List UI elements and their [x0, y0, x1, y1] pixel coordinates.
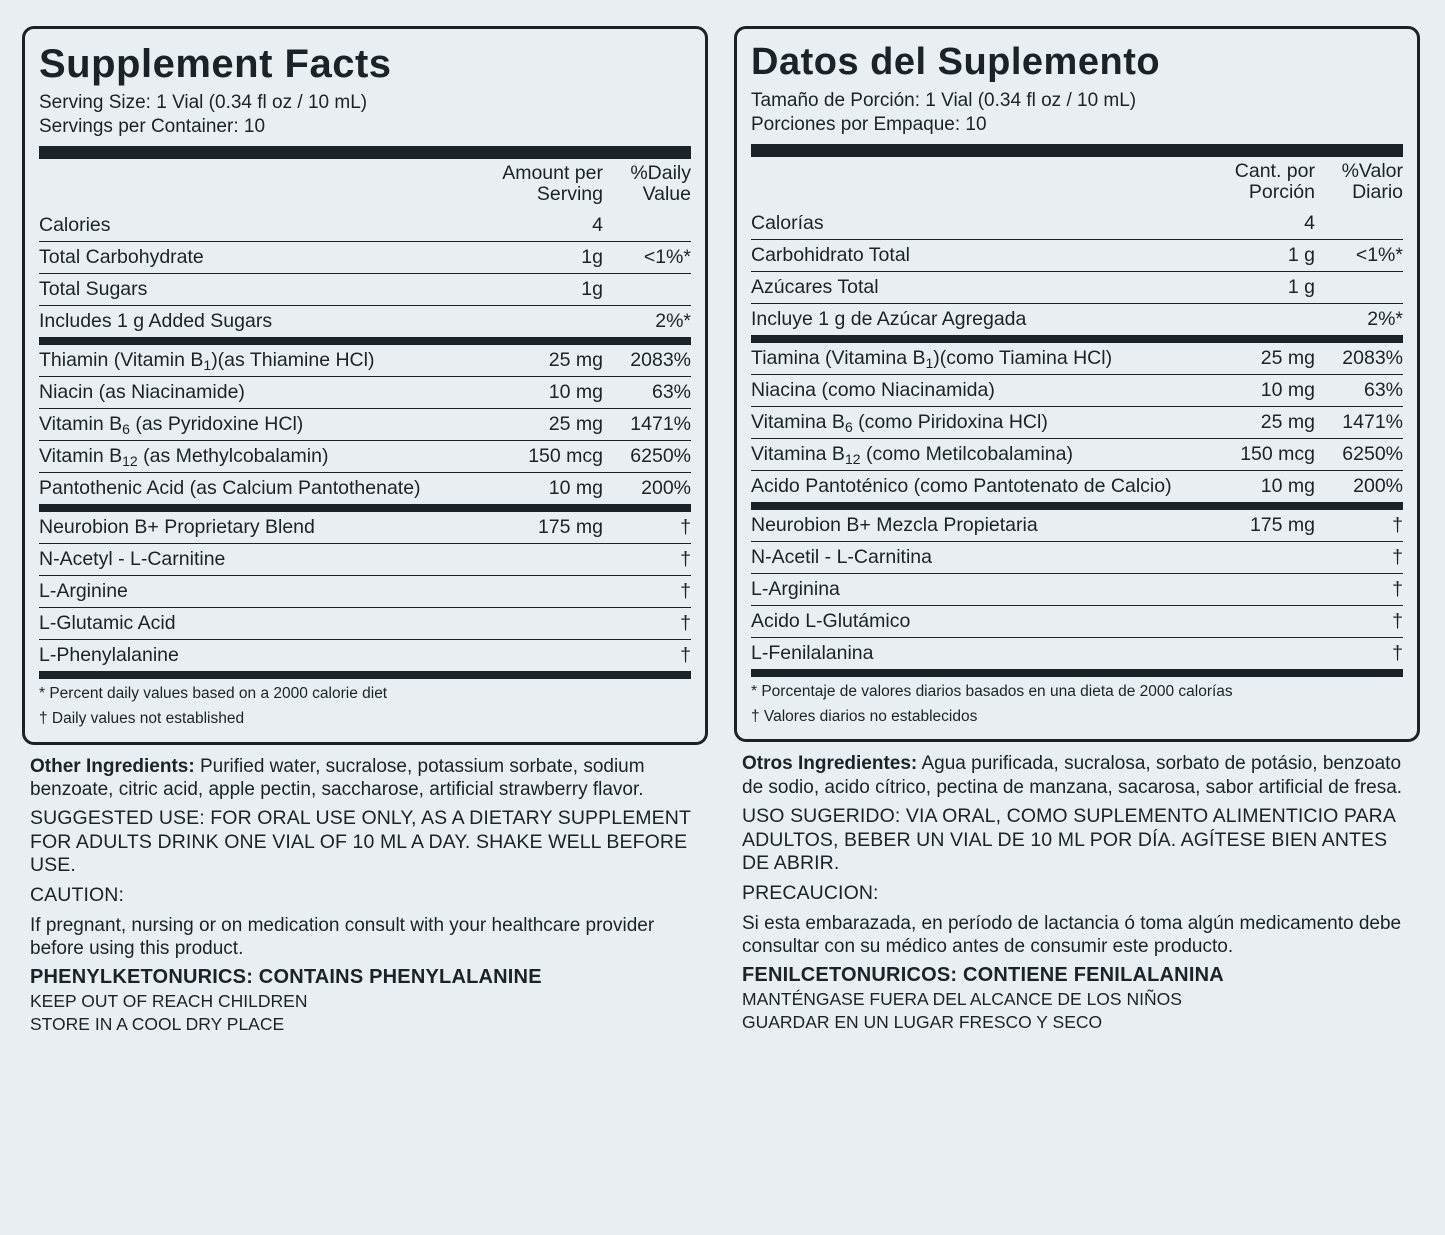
nutrient-amount	[485, 544, 603, 576]
nutrient-amount: 150 mcg	[485, 441, 603, 473]
table-row	[39, 274, 691, 306]
nutrient-amount: 10 mg	[485, 377, 603, 409]
table-row	[751, 272, 1403, 304]
other-ingredients-label-en: Other Ingredients:	[30, 755, 195, 777]
nutrient-name: L-Arginina	[751, 574, 1197, 606]
table-row	[39, 608, 691, 640]
nutrient-name: Niacina (como Niacinamida)	[751, 375, 1197, 407]
nutrient-amount: 150 mcg	[1197, 439, 1315, 471]
table-row	[751, 439, 1403, 471]
table-row	[39, 508, 691, 544]
nutrient-name: Carbohidrato Total	[751, 240, 1197, 272]
nutrient-name: Vitamin $B_6$ (as Pyridoxine HCl)	[39, 409, 485, 441]
nutrient-amount	[1197, 304, 1315, 340]
pku-warning-en: PHENYLKETONURICS: CONTAINS PHENYLALANINE	[30, 966, 542, 989]
nutrient-name: N-Acetyl - L-Carnitine	[39, 544, 485, 576]
nutrient-dv	[603, 210, 691, 242]
caution-label-es: PRECAUCION:	[742, 882, 879, 905]
nutrition-table-en	[39, 159, 691, 680]
nutrient-name: Total Sugars	[39, 274, 485, 306]
caution-text-en: If pregnant, nursing or on medication consult with your healthcare provider before using this product.	[30, 915, 655, 960]
suggested-use-en: SUGGESTED USE: FOR ORAL USE ONLY, AS A DIETARY SUPPLEMENT FOR ADULTS DRINK ONE VIAL OF 10 ML A DAY. SHAKE WELL BEFORE USE.	[30, 806, 691, 877]
spanish-column	[734, 26, 1420, 1225]
nutrient-dv	[1315, 272, 1403, 304]
caution-text-es: Si esta embarazada, en período de lactancia ó toma algún medicamento debe consultar con su médico antes de consumir este producto.	[742, 912, 1402, 958]
table-row	[751, 375, 1403, 407]
nutrient-amount: 1g	[485, 242, 603, 274]
nutrient-name: Calorías	[751, 208, 1197, 240]
nutrient-dv: †	[1315, 506, 1403, 542]
nutrient-dv: †	[1315, 574, 1403, 606]
nutrient-amount	[485, 306, 603, 342]
footnote-dagger-es: † Valores diarios no establecidos	[751, 708, 978, 726]
nutrient-name: N-Acetil - L-Carnitina	[751, 542, 1197, 574]
keep-out-of-reach-en: KEEP OUT OF REACH CHILDREN	[30, 991, 308, 1012]
nutrient-dv: †	[603, 544, 691, 576]
footnote-percent-es: * Porcentaje de valores diarios basados en una dieta de 2000 calorías	[751, 683, 1233, 701]
english-notes	[22, 753, 708, 1037]
footnote-dagger-en: † Daily values not established	[39, 710, 245, 728]
nutrient-dv: †	[603, 640, 691, 676]
table-row	[39, 210, 691, 242]
table-row	[751, 506, 1403, 542]
other-ingredients-text-es: Agua purificada, sucralosa, sorbato de potásio, benzoato de sodio, acido cítrico, pectina de manzana, sacarosa, sabor artificial de fresa.	[742, 753, 1403, 798]
table-header-en	[39, 159, 691, 211]
nutrient-amount: 1 g	[1197, 240, 1315, 272]
serving-size-es: Tamaño de Porción: 1 Vial (0.34 fl oz / 10 mL)	[751, 89, 1137, 111]
nutrient-dv: 6250%	[1315, 439, 1403, 471]
nutrient-name: Neurobion B+ Mezcla Propietaria	[751, 506, 1197, 542]
table-row	[751, 542, 1403, 574]
servings-per-container-es: Porciones por Empaque: 10	[751, 114, 987, 136]
table-row	[751, 638, 1403, 674]
header-dailyvalue-es: %Valor Diario	[1341, 159, 1403, 204]
nutrient-dv: †	[1315, 606, 1403, 638]
table-row	[751, 304, 1403, 340]
nutrient-name: L-Fenilalanina	[751, 638, 1197, 674]
nutrient-name: Acido L-Glutámico	[751, 606, 1197, 638]
table-row	[751, 606, 1403, 638]
nutrient-amount: 25 mg	[1197, 339, 1315, 375]
spanish-notes	[734, 750, 1420, 1034]
spanish-facts-panel	[734, 26, 1420, 742]
serving-size-en: Serving Size: 1 Vial (0.34 fl oz / 10 mL)	[39, 92, 368, 113]
nutrient-amount	[1197, 574, 1315, 606]
storage-es: GUARDAR EN UN LUGAR FRESCO Y SECO	[742, 1012, 1103, 1033]
nutrient-name: Acido Pantoténico (como Pantotenato de Calcio)	[751, 471, 1197, 507]
footnote-percent-en: * Percent daily values based on a 2000 calorie diet	[39, 685, 388, 703]
nutrient-amount	[485, 576, 603, 608]
nutrient-name: Azúcares Total	[751, 272, 1197, 304]
nutrient-name: Pantothenic Acid (as Calcium Pantothenate)	[39, 473, 485, 509]
table-row	[751, 407, 1403, 439]
header-amount-en: Amount per Serving	[502, 161, 603, 206]
pku-warning-es: FENILCETONURICOS: CONTIENE FENILALANINA	[742, 964, 1224, 987]
nutrient-dv: <1%*	[1315, 240, 1403, 272]
nutrient-name: Incluye 1 g de Azúcar Agregada	[751, 304, 1197, 340]
caution-label-en: CAUTION:	[30, 884, 124, 907]
nutrient-amount: 1g	[485, 274, 603, 306]
nutrient-amount: 4	[1197, 208, 1315, 240]
header-blank-en	[39, 159, 485, 211]
header-dailyvalue-en: %Daily Value	[630, 161, 691, 206]
nutrient-name: L-Phenylalanine	[39, 640, 485, 676]
nutrient-amount: 25 mg	[1197, 407, 1315, 439]
divider-thick-es	[751, 144, 1403, 157]
table-row	[39, 544, 691, 576]
table-header-es	[751, 157, 1403, 209]
nutrient-dv: 2083%	[1315, 339, 1403, 375]
table-row	[39, 242, 691, 274]
nutrient-dv: 63%	[1315, 375, 1403, 407]
nutrient-amount: 25 mg	[485, 409, 603, 441]
table-row	[39, 306, 691, 342]
nutrient-dv: 63%	[603, 377, 691, 409]
other-ingredients-label-es: Otros Ingredientes:	[742, 753, 918, 775]
nutrient-dv: 2%*	[1315, 304, 1403, 340]
table-row	[39, 441, 691, 473]
other-ingredients-text-en: Purified water, sucralose, potassium sorbate, sodium benzoate, citric acid, apple pectin, saccharose, artificial strawberry flavor.	[30, 755, 645, 800]
nutrient-name: Calories	[39, 210, 485, 242]
table-row	[39, 473, 691, 509]
nutrient-dv: †	[1315, 542, 1403, 574]
nutrient-amount: 10 mg	[1197, 471, 1315, 507]
servings-per-container-en: Servings per Container: 10	[39, 116, 266, 138]
nutrient-name: Total Carbohydrate	[39, 242, 485, 274]
table-row	[39, 341, 691, 377]
page-title-es: Datos del Suplemento	[751, 41, 1161, 83]
header-blank-es	[751, 157, 1197, 209]
keep-out-of-reach-es: MANTÉNGASE FUERA DEL ALCANCE DE LOS NIÑOS	[742, 989, 1182, 1010]
table-row	[751, 339, 1403, 375]
nutrient-name: Includes 1 g Added Sugars	[39, 306, 485, 342]
nutrient-dv: †	[603, 576, 691, 608]
english-facts-panel	[22, 26, 708, 745]
nutrient-amount	[1197, 542, 1315, 574]
nutrient-dv: 1471%	[603, 409, 691, 441]
header-amount-es: Cant. por Porción	[1234, 159, 1315, 204]
nutrient-amount	[485, 640, 603, 676]
nutrient-amount: 25 mg	[485, 341, 603, 377]
nutrient-dv	[1315, 208, 1403, 240]
nutrient-amount	[1197, 606, 1315, 638]
nutrient-name: L-Arginine	[39, 576, 485, 608]
suggested-use-es: USO SUGERIDO: VIA ORAL, COMO SUPLEMENTO ALIMENTICIO PARA ADULTOS, BEBER UN VIAL DE 10 ML POR DÍA. AGÍTESE BIEN ANTES DE ABRIR.	[742, 804, 1395, 875]
table-row	[751, 574, 1403, 606]
nutrient-dv: 200%	[1315, 471, 1403, 507]
page-title-en: Supplement Facts	[39, 42, 392, 86]
nutrient-amount: 10 mg	[1197, 375, 1315, 407]
nutrient-dv: 2083%	[603, 341, 691, 377]
english-column	[22, 26, 708, 1225]
nutrition-table-es	[751, 157, 1403, 678]
table-row	[751, 471, 1403, 507]
table-row	[751, 240, 1403, 272]
nutrient-dv: 200%	[603, 473, 691, 509]
nutrient-amount: 175 mg	[1197, 506, 1315, 542]
nutrient-amount: 4	[485, 210, 603, 242]
nutrient-dv: †	[603, 608, 691, 640]
nutrient-amount	[485, 608, 603, 640]
nutrient-name: L-Glutamic Acid	[39, 608, 485, 640]
divider-thick-en	[39, 146, 691, 159]
nutrient-name: Thiamin (Vitamin $B_1)(as$ Thiamine HCl)	[39, 341, 485, 377]
other-ingredients-es	[742, 752, 1414, 798]
nutrient-amount	[1197, 638, 1315, 674]
nutrient-dv: 6250%	[603, 441, 691, 473]
nutrient-name: Vitamin $B_{12}$ (as Methylcobalamin)	[39, 441, 485, 473]
nutrient-name: Niacin (as Niacinamide)	[39, 377, 485, 409]
nutrient-dv	[603, 274, 691, 306]
nutrient-name: Tiamina (Vitamina $B_1)(como$ Tiamina HCl)	[751, 339, 1197, 375]
table-row	[751, 208, 1403, 240]
storage-en: STORE IN A COOL DRY PLACE	[30, 1014, 285, 1035]
table-row	[39, 377, 691, 409]
nutrient-dv: <1%*	[603, 242, 691, 274]
table-row	[39, 576, 691, 608]
nutrient-dv: 2%*	[603, 306, 691, 342]
nutrient-dv: 1471%	[1315, 407, 1403, 439]
nutrient-dv: †	[603, 508, 691, 544]
nutrient-name: Vitamina $B_{12}$ (como Metilcobalamina)	[751, 439, 1197, 471]
table-row	[39, 640, 691, 676]
nutrient-amount: 10 mg	[485, 473, 603, 509]
nutrient-name: Vitamina $B_6$ (como Piridoxina HCl)	[751, 407, 1197, 439]
table-row	[39, 409, 691, 441]
nutrient-amount: 1 g	[1197, 272, 1315, 304]
nutrient-dv: †	[1315, 638, 1403, 674]
nutrient-amount: 175 mg	[485, 508, 603, 544]
nutrient-name: Neurobion B+ Proprietary Blend	[39, 508, 485, 544]
other-ingredients-en	[30, 755, 702, 801]
